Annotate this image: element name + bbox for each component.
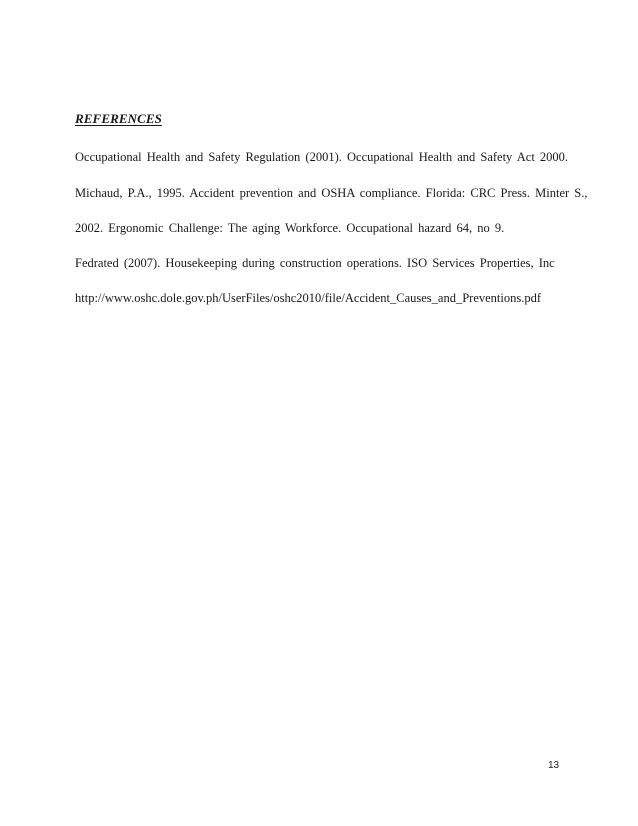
reference-url: http://www.oshc.dole.gov.ph/UserFiles/oshc2010/file/Accident_Causes_and_Preventions.pdf bbox=[75, 291, 542, 305]
page-number: 13 bbox=[548, 760, 560, 771]
reference-line: Occupational Health and Safety Regulation (2001). Occupational Health and Safety Act 2000. bbox=[75, 150, 569, 164]
reference-line: Fedrated (2007). Housekeeping during construction operations. ISO Services Properties, Inc bbox=[75, 256, 555, 270]
reference-line: 2002. Ergonomic Challenge: The aging Workforce. Occupational hazard 64, no 9. bbox=[75, 221, 505, 235]
references-heading: REFERENCES bbox=[75, 111, 162, 126]
reference-line: Michaud, P.A., 1995. Accident prevention and OSHA compliance. Florida: CRC Press. Minter S., bbox=[75, 186, 588, 200]
